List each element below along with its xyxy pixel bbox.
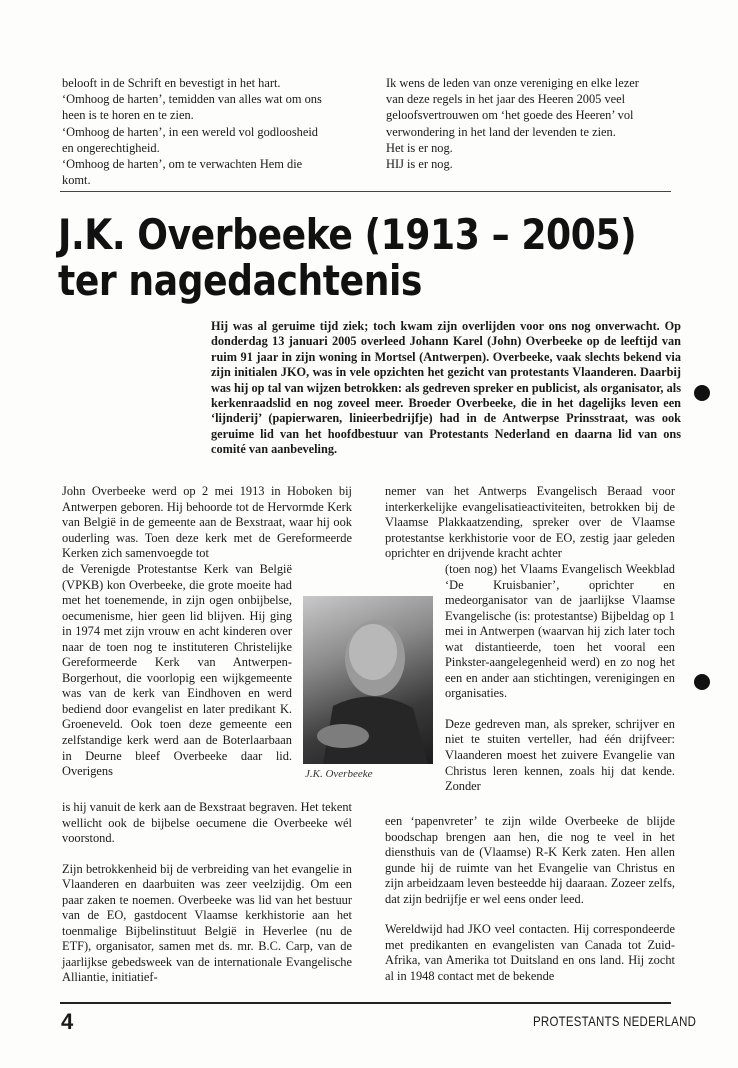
title-line-1: J.K. Overbeeke (1913 – 2005) <box>58 210 637 259</box>
paragraph: een ‘papenvreter’ te zijn wilde Overbeeke de blijde boodschap brengen aan hen, die nog te veel in het diensthuis van de (Vlaamse) R-K Kerk zaten. Hen allen gunde hij de ruimte van het Evangelie van Christus en zijn arbeidzaam leven besteedde hij daaraan. Zozeer zelfs, dat zijn bedrijfje er wel eens onder leed. <box>385 814 675 906</box>
text-line: ‘Omhoog de harten’, om te verwachten Hem die <box>62 157 303 172</box>
text-line: komt. <box>62 173 91 188</box>
photo-caption: J.K. Overbeeke <box>305 768 373 780</box>
paragraph: (toen nog) het Vlaams Evangelisch Weekblad ‘De Kruisbanier’, oprichter en medeorganisator van de jaarlijkse Vlaamse Evangelische (is: protestantse) Bijbeldag op 1 mei in Antwerpen (waarvan hij zich later toch wat distantieerde, toen het vooral een Pinkster-aangelegenheid werd) en zo nog het een en ander aan stichtingen, verenigingen en organisaties. <box>445 562 675 701</box>
portrait-photo <box>303 596 433 764</box>
paragraph: Deze gedreven man, als spreker, schrijver en niet te stuiten verteller, had één drijfveer: Vlaanderen moest het zuivere Evangelie van Christus leren kennen, zoals hij dat kende. Zonder <box>445 716 675 794</box>
article-title <box>58 212 636 304</box>
paragraph: de Verenigde Protestantse Kerk van België (VPKB) kon Overbeeke, die grote moeite had met het toenemende, in zijn ogen onbijbelse, oecumenisme, hier geen lid blijven. Hij ging in 1974 met zijn vrouw en acht kinderen over naar de toen nog te instituteren Christelijke Gereformeerde Kerk van Antwerpen-Borgerhout, die voorlopig een wijkgemeente was van de kerk van Eindhoven en werd bediend door evangelist en later predikant K. Groeneveld. Ook toen deze gemeente een zelfstandige kerk werd aan de Boterlaarbaan in Deurne bleef Overbeeke daar lid. Overigens <box>62 562 292 779</box>
footer-divider <box>60 1002 671 1004</box>
binder-hole <box>694 674 710 690</box>
paragraph: Zijn betrokkenheid bij de verbreiding van het evangelie in Vlaanderen en daarbuiten was zeer veelzijdig. Om een paar zaken te noemen. Overbeeke was lid van het bestuur van de EO, gastdocent Vlaamse kerkhistorie aan het toenmalige Bijbelinstituut België in Heverlee (nu de ETF), organisator, samen met ds. mr. B.C. Carp, van de jaarlijkse gebedsweek van de internationale Evangelische Alliantie, initiatief- <box>62 861 352 985</box>
text-line: en ongerechtigheid. <box>62 140 160 155</box>
body-right-wrap <box>445 562 675 795</box>
paragraph: Wereldwijd had JKO veel contacten. Hij correspondeerde met predikanten en evangelisten van Canada tot Zuid-Afrika, van Amerika tot Duitsland en ons land. Hij zocht al in 1948 contact met de bekende <box>385 922 675 983</box>
body-left-top <box>62 484 352 562</box>
paragraph: John Overbeeke werd op 2 mei 1913 in Hoboken bij Antwerpen geboren. Hij behoorde tot de Hervormde Kerk van België in de gemeente aan de Bexstraat, waar hij ook ouderling was. Toen deze kerk met de Gereformeerde Kerken zich samenvoegde tot <box>62 484 352 561</box>
text-line: geloofsvertrouwen om ‘het goede des Heeren’ vol <box>386 108 634 123</box>
body-right-bottom <box>385 814 675 984</box>
text-line: belooft in de Schrift en bevestigt in het hart. <box>62 76 281 90</box>
text-line: verwondering in het land der levenden te zien. <box>386 124 616 139</box>
article-lead: Hij was al geruime tijd ziek; toch kwam zijn overlijden voor ons nog onverwacht. Op donderdag 13 januari 2005 overleed Johann Karel (John) Overbeeke op de leeftijd van ruim 91 jaar in zijn woning in Mortsel (Antwerpen). Overbeeke, vaak slechts bekend via zijn initialen JKO, was in vele opzichten het gezicht van protestants Vlaanderen. Daarbij was hij op tal van wijzen betrokken: als gedreven spreker en publicist, als organisator, als kerkenraadslid en nog zoveel meer. Broeder Overbeeke, die in het dagelijks leven een ‘lijnderij’ (papierwaren, linieerbedrijfje) had in de Antwerpse Prinsstraat, was ook geruime lid van het hoofdbestuur van Protestants Nederland en daarna lid van ons comité van aanbeveling. <box>211 319 681 457</box>
publication-name: PROTESTANTS NEDERLAND <box>533 1013 697 1029</box>
text-line: ‘Omhoog de harten’, temidden van alles wat om ons <box>62 92 322 107</box>
top-right-column <box>386 75 676 172</box>
text-line: HIJ is er nog. <box>386 157 453 172</box>
paragraph: nemer van het Antwerps Evangelisch Beraad voor interkerkelijke evangelisatieactiviteiten, betrokken bij de Vlaamse Plakkaatzending, spreker over de Vlaamse protestantse kerkhistorie voor de EO, zestig jaar geleden oprichter en drijvende kracht achter <box>385 484 675 561</box>
body-left-bottom <box>62 800 352 986</box>
portrait-illustration <box>303 596 433 764</box>
top-left-column <box>62 75 352 188</box>
top-divider <box>60 191 671 192</box>
body-left-wrap <box>62 562 292 780</box>
body-right-top <box>385 484 675 562</box>
text-line: Ik wens de leden van onze vereniging en elke lezer <box>386 76 639 90</box>
page-number: 4 <box>61 1009 74 1034</box>
title-line-2: ter nagedachtenis <box>58 256 423 305</box>
text-line: van deze regels in het jaar des Heeren 2005 veel <box>386 92 626 107</box>
paragraph: is hij vanuit de kerk aan de Bexstraat begraven. Het tekent wellicht ook de bijbelse oecumene die Overbeeke wél voorstond. <box>62 800 352 846</box>
text-line: Het is er nog. <box>386 140 453 155</box>
text-line: ‘Omhoog de harten’, in een wereld vol godloosheid <box>62 124 319 139</box>
binder-hole <box>694 385 710 401</box>
text-line: heen is te horen en te zien. <box>62 108 194 123</box>
